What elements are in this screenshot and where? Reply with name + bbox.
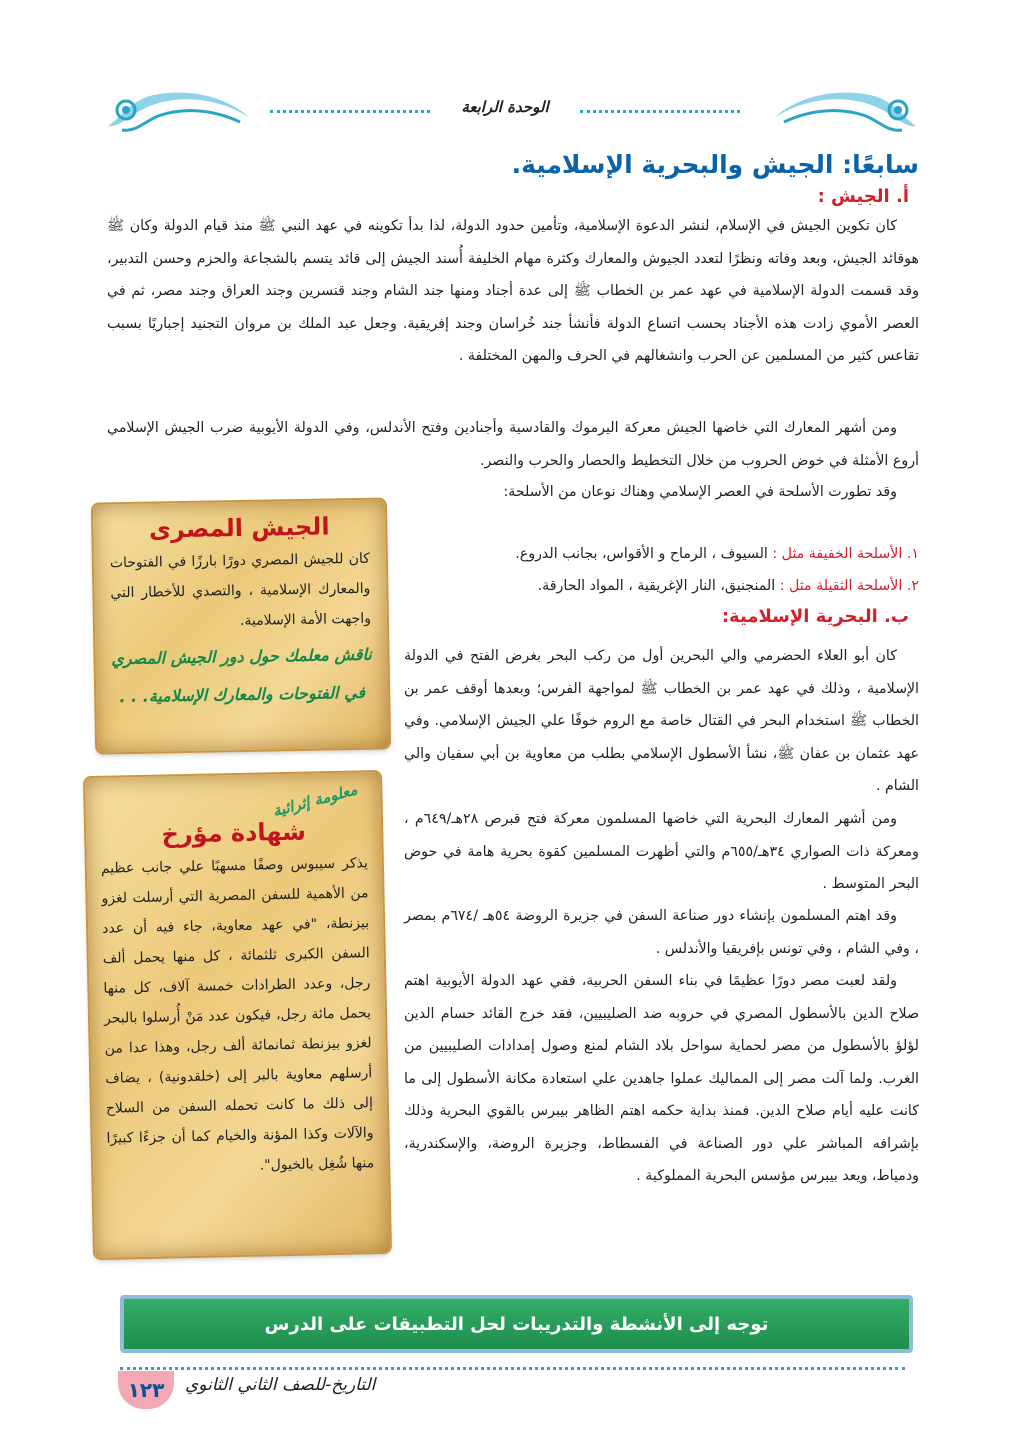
historian-title: شهادة مؤرخ [161, 817, 307, 849]
header-ornament-left-icon [100, 88, 260, 134]
section-title: سابعًا: الجيش والبحرية الإسلامية. [511, 150, 919, 179]
army-heading: أ. الجيش : [817, 186, 909, 207]
historian-box [85, 772, 390, 1258]
header-dotted-line-right [580, 110, 740, 113]
army-paragraph-1: كان تكوين الجيش في الإسلام، لنشر الدعوة الإسلامية، وتأمين حدود الدولة، لذا بدأ تكوينه في عهد النبي ﷺ منذ قيام الدولة وكان ﷺ هوقائد الجيش، وبعد وفاته ونظرًا لتعدد الجيوش والمعارك وكثرة مهام الخليفة أُسند الجيش إلى قائد يتسم بالشجاعة والحزم وحسن التدبير، وقد قسمت الدولة الإسلامية في عهد عمر بن الخطاب ﷺ إلى عدة أجناد ومنها جند الشام وجند قنسرين وجند العراق وجند مصر، ثم في العصر الأموي زادت هذه الأجناد بحسب اتساع الدولة فأنشأ جند خُراسان وجند إفريقية. وجعل عبد الملك بن مروان التجنيد إجباريًا بسبب تقاعس كثير من المسلمين عن الحرب وانشغالهم في الحرف والمهن المختلفة . [107, 218, 919, 364]
navy-paragraph-1: كان أبو العلاء الحضرمي والي البحرين أول من ركب البحر بغرض الفتح في الدولة الإسلامية ، وذلك في عهد عمر بن الخطاب ﷺ لمواجهة الفرس؛ وبعدها أوقف عمر بن الخطاب ﷺ استخدام البحر في القتال خاصة مع الروم خوفًا علي الجيش الإسلامي. وفي عهد عثمان بن عفان ﷺ، نشأ الأسطول الإسلامي بطلب من معاوية بن أبي سفيان والي الشام . [404, 648, 919, 794]
egyptian-army-box [93, 499, 389, 752]
navy-paragraph-4: ولقد لعبت مصر دورًا عظيمًا في بناء السفن الحربية، ففي عهد الدولة الأيوبية اهتم صلاح الدين بالأسطول المصري في حروبه ضد الصليبيين، فقد خرج القائد حسام الدين لؤلؤ بالأسطول من مصر لحماية سواحل بلاد الشام لمنع وصول إمدادات الصليبيين من الغرب. ولما آلت مصر إلى المماليك عملوا جاهدين علي استعادة مكانة الأسطول إلى ما كانت عليه أيام صلاح الدين. فمنذ بداية حكمه اهتم الظاهر بيبرس بالقوي البحرية وذلك بإشرافه المباشر علي دور الصناعة في الفسطاط، وجزيرة الروضة، والإسكندرية، ودمياط، ويعد بيبرس مؤسس البحرية المملوكية . [404, 973, 919, 1184]
footer-dotted-line [120, 1367, 905, 1370]
egyptian-army-cta-line-1: ناقش معلمك حول دور الجيش المصري [111, 644, 372, 669]
activities-banner: توجه إلى الأنشطة والتدريبات لحل التطبيقات على الدرس [120, 1295, 913, 1353]
book-name: التاريخ-للصف الثاني الثانوي [185, 1375, 376, 1395]
weapon-heavy-text: المنجنيق، النار الإغريقية ، المواد الحارقة. [537, 578, 776, 594]
historian-text: يذكر سيبوس وصفًا مسهبًا علي جانب عظيم من الأهمية للسفن المصرية التي أرسلت لغزو بيزنطة، "في عهد معاوية، جاء فيه أن عدد السفن الكبرى ثلثمائة ، كل منها يحمل ألف رجل، وعدد الطرادات خمسة آلاف، كل منها يحمل مائة رجل، فيكون عدد مَنْ أُرسلوا بالبحر لغزو بيزنطة ثمانمائة ألف رجل، وهذا عدا من أرسلهم معاوية بالبر إلى (خلقدونية) ، يضاف إلى ذلك ما كانت تحمله السفن من السلاح والآلات وكذا المؤنة والخيام كما أن جزءًا كبيرًا منها شُغِل بالخيول". [100, 855, 375, 1174]
egyptian-army-cta-line-2: في الفتوحات والمعارك الإسلامية. . . [119, 682, 366, 707]
header-ornament-right-icon [764, 88, 924, 134]
weapon-heavy [399, 578, 919, 594]
page-number-badge [118, 1371, 174, 1409]
weapon-light-label: ١. الأسلحة الخفيفة مثل : [772, 546, 919, 562]
navy-heading: ب. البحرية الإسلامية: [721, 606, 909, 627]
army-paragraph-2: ومن أشهر المعارك التي خاضها الجيش معركة اليرموك والقادسية وأجنادين وفتح الأندلس، وفي الدولة الأيوبية ضرب الجيش الإسلامي أروع الأمثلة في خوض الحروب من خلال التخطيط والحصار والحرب والنصر. [107, 420, 919, 469]
enrichment-label: معلومة إثرائية [270, 780, 360, 821]
weapon-heavy-label: ٢. الأسلحة الثقيلة مثل : [779, 578, 919, 594]
header-dotted-line-left [270, 110, 430, 113]
weapon-light [399, 546, 919, 562]
weapon-light-text: السيوف ، الرماح و الأقواس، بجانب الدروع. [515, 546, 768, 562]
egyptian-army-title: الجيش المصرى [148, 512, 330, 544]
navy-paragraph-3: وقد اهتم المسلمون بإنشاء دور صناعة السفن في جزيرة الروضة ٥٤هـ /٦٧٤م بمصر ، وفي الشام ، وفي تونس بإفريقيا والأندلس . [404, 908, 919, 957]
unit-title: الوحدة الرابعة [461, 98, 549, 116]
page-number: ١٢٣ [127, 1378, 165, 1402]
weapons-intro: وقد تطورت الأسلحة في العصر الإسلامي وهناك نوعان من الأسلحة: [503, 484, 897, 500]
navy-paragraph-2: ومن أشهر المعارك البحرية التي خاضها المسلمون معركة فتح قبرص ٢٨هـ/٦٤٩م ، ومعركة ذات الصواري ٣٤هـ/٦٥٥م والتي أظهرت المسلمين كقوة بحرية هامة في حوض البحر المتوسط . [404, 811, 919, 892]
egyptian-army-text: كان للجيش المصري دورًا بارزًا في الفتوحات والمعارك الإسلامية ، والتصدي للأخطار التي واجهت الأمة الإسلامية. [109, 550, 372, 630]
